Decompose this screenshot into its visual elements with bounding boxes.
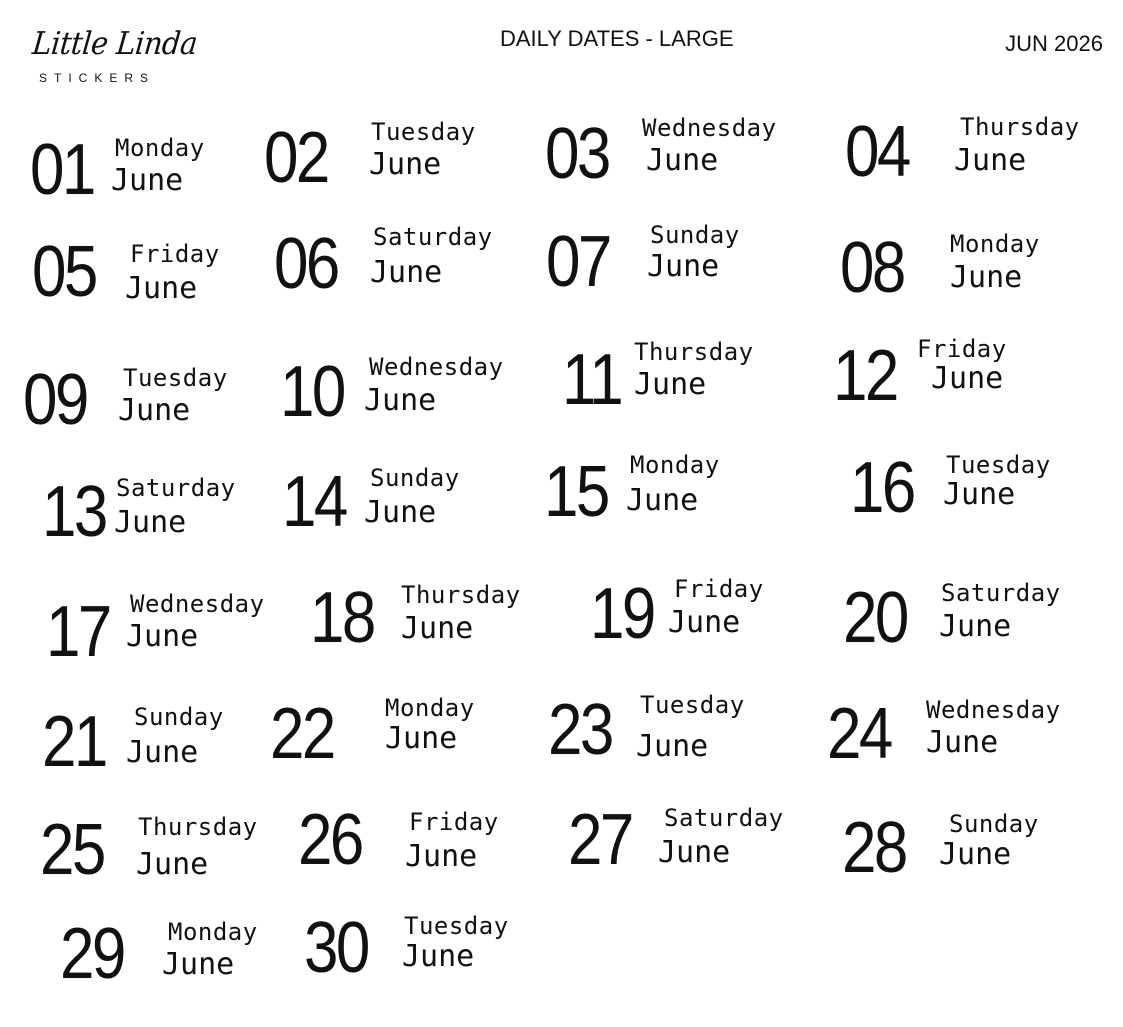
weekday-label: Friday: [917, 335, 1007, 363]
date-sticker: [827, 692, 1087, 776]
date-number: 12: [833, 336, 897, 416]
date-number: 02: [264, 118, 328, 198]
weekday-label: Saturday: [664, 804, 784, 832]
date-number: 16: [850, 448, 914, 528]
month-label: June: [114, 505, 187, 540]
weekday-label: Tuesday: [640, 691, 745, 719]
weekday-label: Saturday: [941, 579, 1061, 607]
month-label: June: [939, 837, 1012, 872]
month-label: June: [668, 605, 741, 640]
date-number: 22: [270, 694, 334, 774]
month-label: June: [162, 947, 235, 982]
date-sticker: [842, 806, 1072, 890]
date-number: 19: [590, 574, 654, 654]
weekday-label: Monday: [115, 134, 205, 162]
date-sticker: [282, 460, 492, 544]
date-sticker: [270, 692, 510, 776]
weekday-label: Tuesday: [946, 451, 1051, 479]
month-label: June: [364, 383, 437, 418]
month-label: June: [126, 619, 199, 654]
date-number: 17: [46, 592, 110, 672]
date-sticker: [544, 450, 754, 534]
date-sticker: [568, 798, 808, 882]
date-sticker: [850, 446, 1080, 530]
date-number: 11: [562, 340, 622, 420]
month-label: June: [364, 495, 437, 530]
date-number: 24: [827, 694, 891, 774]
date-sticker: [310, 576, 550, 660]
month-label: June: [402, 939, 475, 974]
date-sticker: [546, 220, 786, 304]
date-number: 01: [30, 130, 94, 210]
date-number: 03: [545, 114, 609, 194]
month-label: June: [954, 143, 1027, 178]
brand-logo: [30, 24, 199, 90]
weekday-label: Tuesday: [123, 364, 228, 392]
brand-subtitle: STICKERS: [39, 71, 156, 85]
weekday-label: Monday: [630, 451, 720, 479]
date-number: 09: [23, 360, 87, 440]
month-label: June: [369, 147, 442, 182]
month-label: June: [943, 477, 1016, 512]
weekday-label: Wednesday: [926, 696, 1061, 724]
date-sticker: [304, 906, 534, 990]
weekday-label: Sunday: [134, 703, 224, 731]
date-sticker: [845, 110, 1105, 194]
month-label: June: [636, 729, 709, 764]
brand-script: Little Linda: [30, 24, 199, 62]
weekday-label: Tuesday: [371, 118, 476, 146]
weekday-label: Monday: [168, 918, 258, 946]
date-sticker: [60, 912, 290, 996]
weekday-label: Friday: [409, 808, 499, 836]
date-number: 10: [280, 352, 344, 432]
weekday-label: Friday: [674, 575, 764, 603]
weekday-label: Wednesday: [130, 590, 265, 618]
month-label: June: [370, 255, 443, 290]
date-sticker: [590, 572, 800, 656]
weekday-label: Tuesday: [404, 912, 509, 940]
weekday-label: Wednesday: [642, 114, 777, 142]
weekday-label: Saturday: [116, 474, 236, 502]
month-label: June: [658, 835, 731, 870]
date-sticker: [32, 230, 242, 314]
date-number: 14: [282, 462, 346, 542]
month-label: June: [401, 611, 474, 646]
month-label: June: [111, 163, 184, 198]
weekday-label: Saturday: [373, 223, 493, 251]
weekday-label: Sunday: [949, 810, 1039, 838]
date-number: 18: [310, 578, 374, 658]
date-number: 04: [845, 112, 909, 192]
date-number: 23: [548, 690, 612, 770]
month-label: June: [118, 393, 191, 428]
weekday-label: Friday: [130, 240, 220, 268]
date-sticker: [545, 112, 805, 196]
date-number: 07: [546, 222, 610, 302]
date-number: 27: [568, 800, 632, 880]
date-sticker: [833, 334, 1033, 418]
date-number: 28: [842, 808, 906, 888]
date-sticker: [23, 358, 253, 442]
date-sticker: [264, 116, 504, 200]
month-label: June: [926, 725, 999, 760]
month-label: June: [405, 839, 478, 874]
month-label: June: [126, 735, 199, 770]
date-number: 20: [843, 578, 907, 658]
date-sticker: [46, 590, 296, 674]
date-number: 30: [304, 908, 368, 988]
sheet-month: JUN 2026: [1005, 31, 1103, 56]
weekday-label: Sunday: [370, 464, 460, 492]
date-number: 05: [32, 232, 96, 312]
date-number: 15: [544, 452, 608, 532]
weekday-label: Wednesday: [369, 353, 504, 381]
weekday-label: Thursday: [138, 813, 258, 841]
date-sticker: [548, 688, 788, 772]
month-label: June: [939, 609, 1012, 644]
month-label: June: [931, 361, 1004, 396]
month-label: June: [136, 847, 209, 882]
weekday-label: Monday: [950, 230, 1040, 258]
date-sticker: [562, 338, 782, 422]
date-sticker: [274, 222, 524, 306]
date-sticker: [40, 808, 280, 892]
weekday-label: Thursday: [401, 581, 521, 609]
month-label: June: [646, 143, 719, 178]
month-label: June: [125, 271, 198, 306]
weekday-label: Sunday: [650, 221, 740, 249]
date-sticker: [42, 700, 262, 784]
date-sticker: [280, 350, 530, 434]
month-label: June: [385, 721, 458, 756]
month-label: June: [634, 367, 707, 402]
date-sticker: [840, 226, 1080, 310]
date-sticker: [298, 798, 518, 882]
date-sticker: [42, 470, 262, 554]
date-number: 08: [840, 228, 904, 308]
date-number: 25: [40, 810, 104, 890]
date-sticker: [843, 576, 1093, 660]
month-label: June: [647, 249, 720, 284]
month-label: June: [626, 483, 699, 518]
date-number: 06: [274, 224, 338, 304]
weekday-label: Monday: [385, 694, 475, 722]
weekday-label: Thursday: [960, 113, 1080, 141]
date-number: 21: [42, 702, 106, 782]
date-number: 13: [42, 472, 106, 552]
date-number: 26: [298, 800, 362, 880]
sheet-title: DAILY DATES - LARGE: [500, 26, 734, 51]
month-label: June: [950, 260, 1023, 295]
date-sticker: [30, 128, 240, 212]
weekday-label: Thursday: [634, 338, 754, 366]
date-number: 29: [60, 914, 124, 994]
